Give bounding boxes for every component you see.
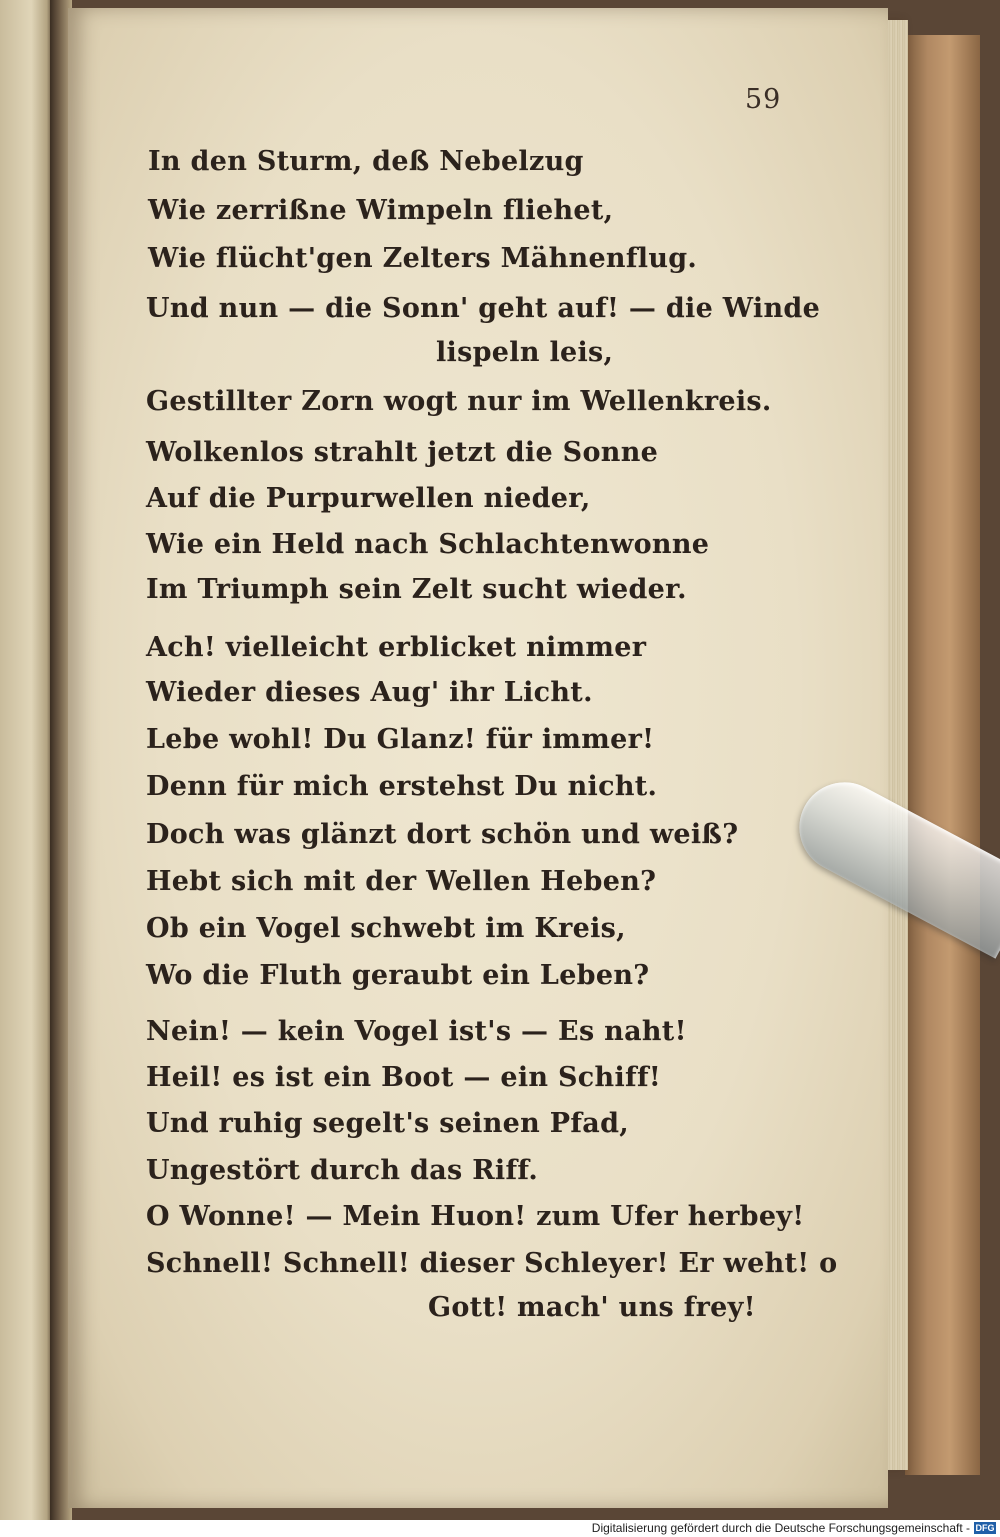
poem-line: In den Sturm, deß Nebelzug [148, 146, 584, 177]
poem-line: Wieder dieses Aug' ihr Licht. [146, 677, 593, 708]
poem-line: Gott! mach' uns frey! [428, 1292, 756, 1323]
poem-line: Gestillter Zorn wogt nur im Wellenkreis. [146, 386, 772, 417]
poem-line: Und nun — die Sonn' geht auf! — die Winde [146, 293, 821, 324]
poem-line: Auf die Purpurwellen nieder, [146, 483, 591, 514]
poem-line: Denn für mich erstehst Du nicht. [146, 771, 658, 802]
poem-line: Hebt sich mit der Wellen Heben? [146, 866, 657, 897]
poem-line: Wo die Fluth geraubt ein Leben? [146, 960, 650, 991]
poem-line: Doch was glänzt dort schön und weiß? [146, 819, 739, 850]
page-number: 59 [745, 84, 782, 115]
poem-line: Wie ein Held nach Schlachtenwonne [146, 529, 710, 560]
poem-line: O Wonne! — Mein Huon! zum Ufer herbey! [146, 1201, 805, 1232]
poem-line: Heil! es ist ein Boot — ein Schiff! [146, 1062, 662, 1093]
poem-line: Ungestört durch das Riff. [146, 1155, 539, 1186]
poem-line: Nein! — kein Vogel ist's — Es naht! [146, 1016, 687, 1047]
poem-line: Wie zerrißne Wimpeln fliehet, [148, 195, 614, 226]
poem-line: Schnell! Schnell! dieser Schleyer! Er weht! o [146, 1248, 838, 1279]
poem-line: lispeln leis, [436, 337, 614, 368]
poem-line: Wie flücht'gen Zelters Mähnenflug. [148, 243, 698, 274]
poem-line: Im Triumph sein Zelt sucht wieder. [146, 574, 687, 605]
dfg-logo: DFG [975, 1523, 995, 1533]
poem-line: Wolkenlos strahlt jetzt die Sonne [146, 437, 659, 468]
poem-line: Ach! vielleicht erblicket nimmer [146, 632, 647, 663]
poem-line: Ob ein Vogel schwebt im Kreis, [146, 913, 626, 944]
footer-credit: Digitalisierung gefördert durch die Deutsche Forschungsgemeinschaft - [591, 1521, 970, 1535]
poem-line: Und ruhig segelt's seinen Pfad, [146, 1108, 629, 1139]
poem-line: Lebe wohl! Du Glanz! für immer! [146, 724, 655, 755]
